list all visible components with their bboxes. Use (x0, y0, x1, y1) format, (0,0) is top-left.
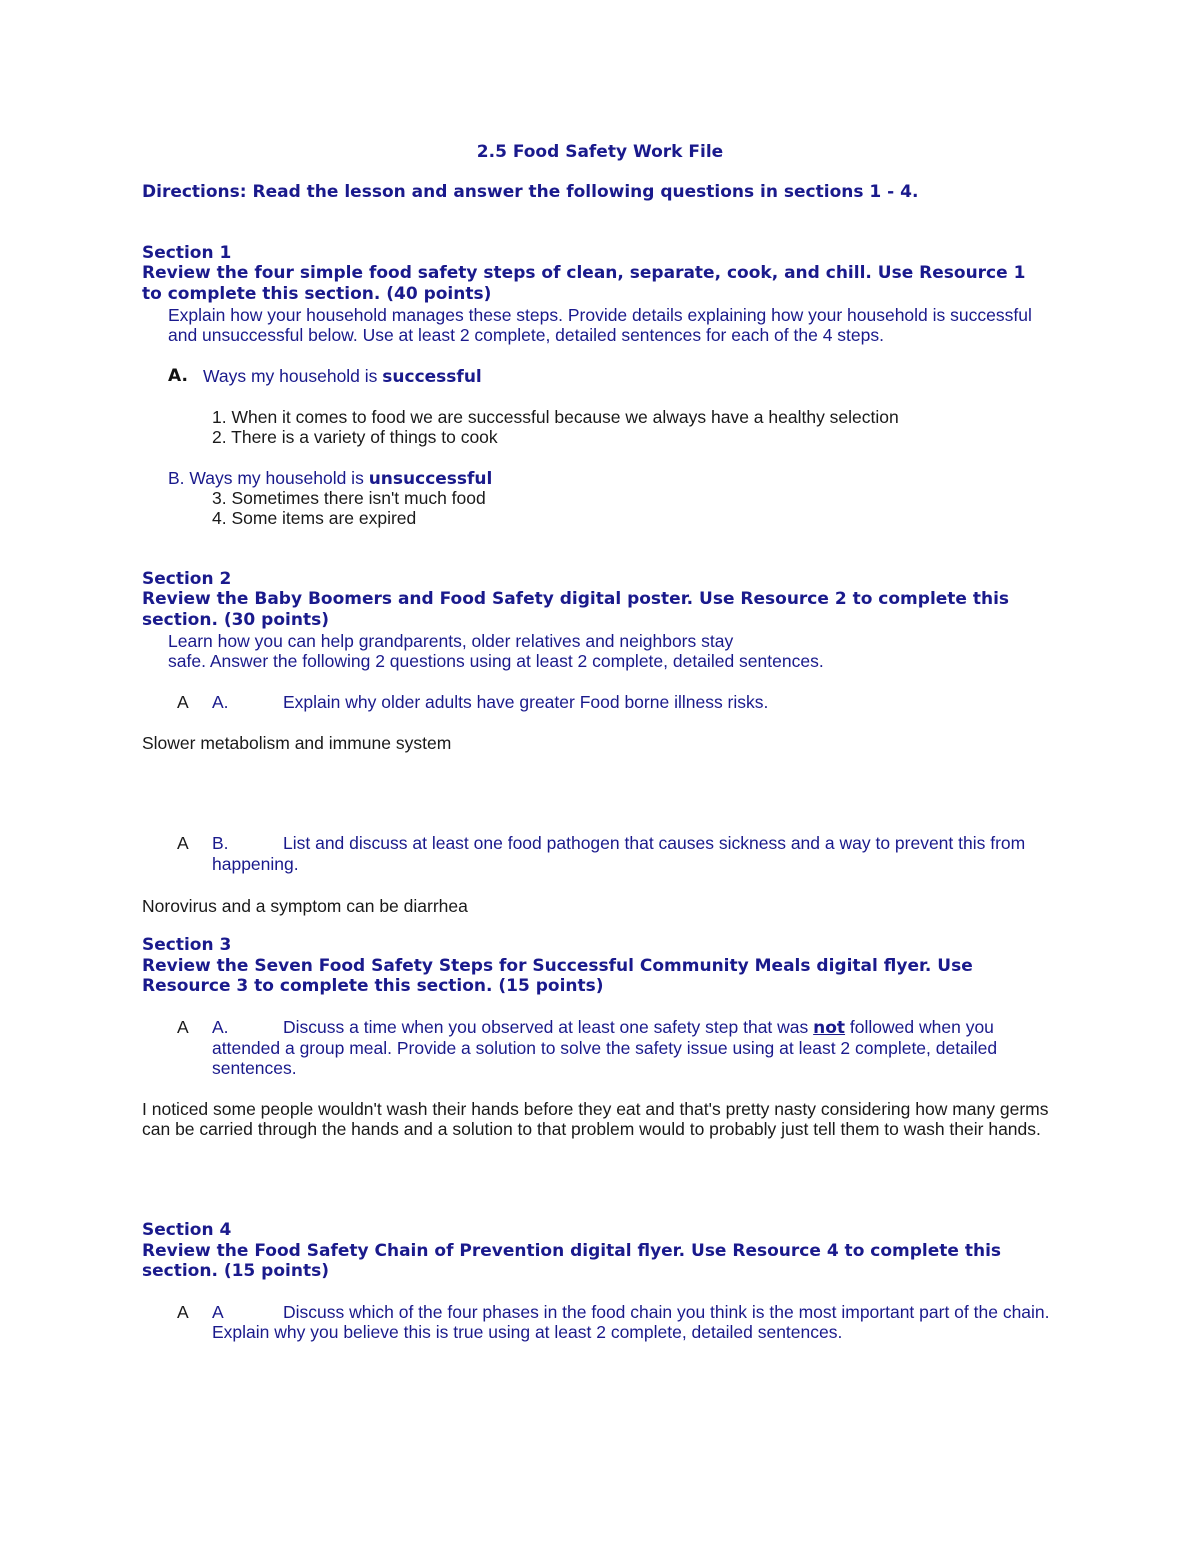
question-bullet: A (177, 692, 189, 712)
section-1-part-a-label: A. (168, 366, 188, 386)
question-bullet: A (177, 1017, 189, 1037)
section-4-question-label: A (212, 1302, 224, 1322)
section-2-question-b-text-line-1: List and discuss at least one food pathogen that causes sickness and a way to prevent this from (283, 833, 1026, 853)
section-1-heading: Section 1 (142, 243, 232, 263)
question-bullet: A (177, 1302, 189, 1322)
section-2-question-a-text: Explain why older adults have greater Food borne illness risks. (283, 692, 769, 712)
section-3-question-line-3: sentences. (212, 1058, 297, 1078)
section-4-instruction-line-2: section. (15 points) (142, 1261, 329, 1281)
question-bullet: A (177, 833, 189, 853)
section-2-answer-a: Slower metabolism and immune system (142, 733, 452, 753)
section-1-part-b-bold: unsuccessful (368, 469, 493, 489)
section-1-instruction-line-1: Review the four simple food safety steps of clean, separate, cook, and chill. Use Resource 1 (142, 263, 1026, 283)
section-2-explain-line-1: Learn how you can help grandparents, older relatives and neighbors stay (168, 631, 734, 651)
section-2-instruction-line-1: Review the Baby Boomers and Food Safety digital poster. Use Resource 2 to complete this (142, 589, 1010, 609)
section-3-heading: Section 3 (142, 935, 232, 955)
directions: Directions: Read the lesson and answer the following questions in sections 1 - 4. (142, 182, 919, 202)
document-title: 2.5 Food Safety Work File (476, 142, 724, 162)
section-1-instruction-line-2: to complete this section. (40 points) (142, 284, 492, 304)
section-3-answer-line-2: can be carried through the hands and a solution to that problem would to probably just tell them to wash their hands. (142, 1119, 1041, 1139)
section-4-question-line-2: Explain why you believe this is true using at least 2 complete, detailed sentences. (212, 1322, 843, 1342)
list-item: 4. Some items are expired (212, 508, 417, 528)
section-3-question-line-1 (283, 1017, 994, 1039)
section-2-question-a-label: A. (212, 692, 229, 712)
section-2-question-b-text-line-2: happening. (212, 854, 299, 874)
section-3-instruction-line-2: Resource 3 to complete this section. (15 points) (142, 976, 604, 996)
section-1-part-a-prompt (203, 366, 482, 388)
section-3-question-line-2: attended a group meal. Provide a solution to solve the safety issue using at least 2 complete, detailed (212, 1038, 998, 1058)
section-4-question-line-1: Discuss which of the four phases in the food chain you think is the most important part of the chain. (283, 1302, 1050, 1322)
section-2-heading: Section 2 (142, 569, 232, 589)
section-1-part-b-text: B. Ways my household is (168, 468, 369, 488)
section-3-instruction-line-1: Review the Seven Food Safety Steps for Successful Community Meals digital flyer. Use (142, 956, 973, 976)
list-item: 3. Sometimes there isn't much food (212, 488, 486, 508)
section-1-part-b-prompt (168, 468, 492, 490)
section-3-question-label: A. (212, 1017, 229, 1037)
section-3-question-not: not (813, 1018, 846, 1038)
section-2-answer-b: Norovirus and a symptom can be diarrhea (142, 896, 468, 916)
section-1-explain-line-2: and unsuccessful below. Use at least 2 complete, detailed sentences for each of the 4 steps. (168, 325, 884, 345)
section-1-part-a-text: Ways my household is (203, 366, 383, 386)
list-item: 2. There is a variety of things to cook (212, 427, 498, 447)
section-2-explain-line-2: safe. Answer the following 2 questions using at least 2 complete, detailed sentences. (168, 651, 824, 671)
section-3-question-post: followed when you (845, 1017, 994, 1037)
list-item: 1. When it comes to food we are successful because we always have a healthy selection (212, 407, 899, 427)
section-3-answer-line-1: I noticed some people wouldn't wash their hands before they eat and that's pretty nasty considering how many germs (142, 1099, 1049, 1119)
section-2-question-b-label: B. (212, 833, 229, 853)
section-3-question-pre: Discuss a time when you observed at least one safety step that was (283, 1017, 814, 1037)
section-2-instruction-line-2: section. (30 points) (142, 610, 329, 630)
section-4-instruction-line-1: Review the Food Safety Chain of Prevention digital flyer. Use Resource 4 to complete this (142, 1241, 1002, 1261)
section-1-part-a-bold: successful (382, 367, 482, 387)
section-4-heading: Section 4 (142, 1220, 232, 1240)
section-1-explain-line-1: Explain how your household manages these steps. Provide details explaining how your household is successful (168, 305, 1032, 325)
